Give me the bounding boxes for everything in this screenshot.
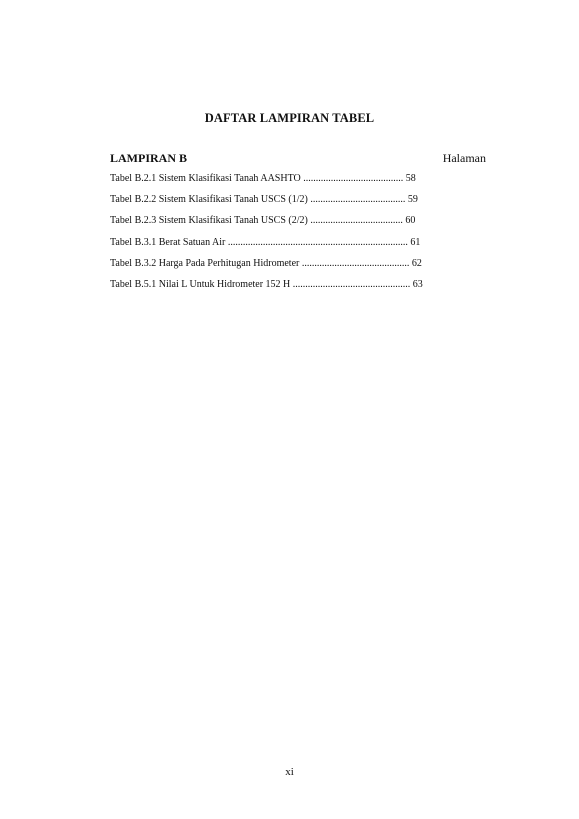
- page-number: xi: [285, 766, 294, 778]
- table-entry[interactable]: Tabel B.2.2 Sistem Klasifikasi Tanah USCS (1/2) ...................................... 59: [110, 194, 418, 206]
- table-entry[interactable]: Tabel B.5.1 Nilai L Untuk Hidrometer 152 H ............................................... 63: [110, 278, 423, 290]
- table-entry[interactable]: Tabel B.2.1 Sistem Klasifikasi Tanah AASHTO ........................................ 58: [110, 173, 416, 184]
- page-title: DAFTAR LAMPIRAN TABEL: [204, 111, 375, 125]
- table-list: [110, 172, 423, 299]
- section-label: LAMPIRAN B: [110, 151, 187, 165]
- table-entry[interactable]: Tabel B.3.2 Harga Pada Perhitugan Hidrometer ........................................... 62: [110, 257, 422, 269]
- page-column-label: Halaman: [442, 151, 486, 165]
- list-header: [110, 151, 486, 166]
- table-entry[interactable]: Tabel B.3.1 Berat Satuan Air ........................................................................ 61: [110, 236, 421, 248]
- table-entry[interactable]: Tabel B.2.3 Sistem Klasifikasi Tanah USCS (2/2) ..................................... 60: [110, 215, 416, 227]
